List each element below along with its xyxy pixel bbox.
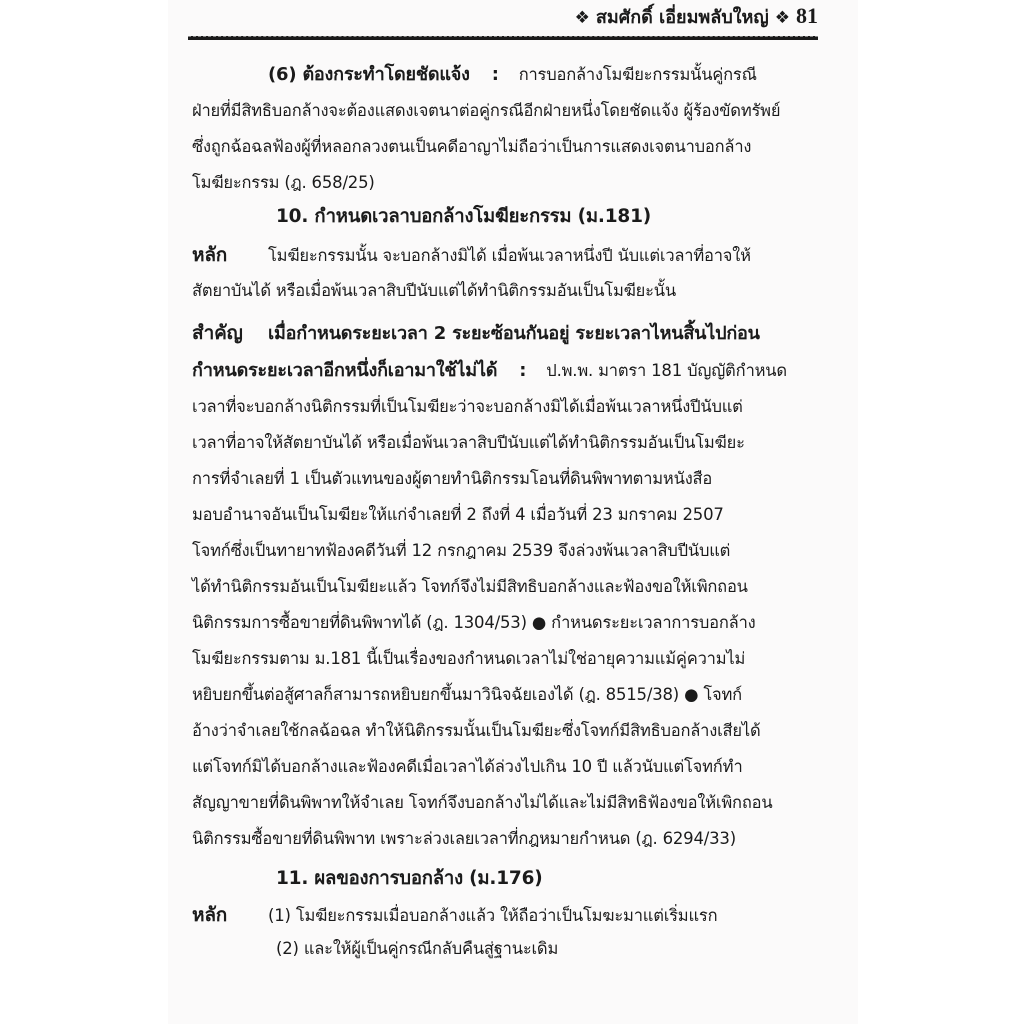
p6-line-2: ฝ่ายที่มีสิทธิบอกล้างจะต้องแสดงเจตนาต่อคู่กรณีอีกฝ่ายหนึ่งโดยชัดแจ้ง ผู้ร้องขัดทรัพย์ [192,101,781,120]
s10-body-line: นิติกรรมการซื้อขายที่ดินพิพาทได้ (ฎ. 1304/53) ● กำหนดระยะเวลาการบอกล้าง [192,613,756,632]
s10-body-line: การที่จำเลยที่ 1 เป็นตัวแทนของผู้ตายทำนิติกรรมโอนที่ดินพิพาทตามหนังสือ [192,469,713,488]
p6-text: การบอกล้างโมฆียะกรรมนั้นคู่กรณี [518,65,757,84]
diamond-ornament-icon: ❖ [574,8,590,28]
s10-body-line: ได้ทำนิติกรรมอันเป็นโมฆียะแล้ว โจทก์จึงไม่มีสิทธิบอกล้างและฟ้องขอให้เพิกถอน [192,577,748,596]
s10-important-line-1 [192,316,817,350]
section-11-title: 11. ผลของการบอกล้าง (ม.176) [276,868,543,889]
header-rule [188,36,818,40]
s10-body-line: โมฆียะกรรมตาม ม.181 นี้เป็นเรื่องของกำหนดเวลาไม่ใช่อายุความแม้คู่ความไม่ [192,649,746,668]
important-heading-cont: กำหนดระยะเวลาอีกหนึ่งก็เอามาใช้ไม่ได้ [192,360,498,381]
p6-line-4: โมฆียะกรรม (ฎ. 658/25) [192,173,375,192]
important-label: สำคัญ [192,322,243,344]
p6-heading: (6) ต้องกระทำโดยชัดแจ้ง [268,64,470,85]
page-number: 81 [796,3,818,28]
s10-body-line: เวลาที่อาจให้สัตยาบันได้ หรือเมื่อพ้นเวลาสิบปีนับแต่ได้ทำนิติกรรมอันเป็นโมฆียะ [192,433,745,452]
diamond-ornament-icon: ❖ [774,8,790,28]
running-header [186,2,818,36]
s10-principle-line-1 [192,238,817,272]
s10-body-line: แต่โจทก์มิได้บอกล้างและฟ้องคดีเมื่อเวลาได้ล่วงไปเกิน 10 ปี แล้วนับแต่โจทก์ทำ [192,757,743,776]
important-heading: เมื่อกำหนดระยะเวลา 2 ระยะซ้อนกันอยู่ ระยะเวลาไหนสิ้นไปก่อน [268,323,760,344]
section-10-title: 10. กำหนดเวลาบอกล้างโมฆียะกรรม (ม.181) [276,206,652,227]
s10-body-line: หยิบยกขึ้นต่อสู้ศาลก็สามารถหยิบยกขึ้นมาวินิจฉัยเองได้ (ฎ. 8515/38) ● โจทก์ [192,685,742,704]
s10-principle-line-2: สัตยาบันได้ หรือเมื่อพ้นเวลาสิบปีนับแต่ได้ทำนิติกรรมอันเป็นโมฆียะนั้น [192,281,676,300]
author-name: สมศักดิ์ เอี่ยมพลับใหญ่ [595,7,769,28]
s10-body-line: โจทก์ซึ่งเป็นทายาทฟ้องคดีวันที่ 12 กรกฎาคม 2539 จึงล่วงพ้นเวลาสิบปีนับแต่ [192,541,731,560]
s10-body-line: มอบอำนาจอันเป็นโมฆียะให้แก่จำเลยที่ 2 ถึงที่ 4 เมื่อวันที่ 23 มกราคม 2507 [192,505,724,524]
p6-line-1 [268,58,817,92]
principle-label: หลัก [192,244,228,266]
s11-item-2: (2) และให้ผู้เป็นคู่กรณีกลับคืนสู่ฐานะเดิม [276,939,559,958]
colon: : [519,360,527,381]
s10-body-line: นิติกรรมซื้อขายที่ดินพิพาท เพราะล่วงเลยเวลาที่กฎหมายกำหนด (ฎ. 6294/33) [192,829,736,848]
principle-label: หลัก [192,904,228,926]
important-text: ป.พ.พ. มาตรา 181 บัญญัติกำหนด [546,361,787,380]
principle-text: โมฆียะกรรมนั้น จะบอกล้างมิได้ เมื่อพ้นเวลาหนึ่งปี นับแต่เวลาที่อาจให้ [268,246,751,265]
s10-important-line-2 [192,354,817,388]
colon: : [491,64,499,85]
list-item: (1) โมฆียะกรรมเมื่อบอกล้างแล้ว ให้ถือว่าเป็นโมฆะมาแต่เริ่มแรก [268,906,718,925]
s10-body-line: เวลาที่จะบอกล้างนิติกรรมที่เป็นโมฆียะว่าจะบอกล้างมิได้เมื่อพ้นเวลาหนึ่งปีนับแต่ [192,397,743,416]
p6-line-3: ซึ่งถูกฉ้อฉลฟ้องผู้ที่หลอกลวงตนเป็นคดีอาญาไม่ถือว่าเป็นการแสดงเจตนาบอกล้าง [192,137,752,156]
s10-body-line: อ้างว่าจำเลยใช้กลฉ้อฉล ทำให้นิติกรรมนั้นเป็นโมฆียะซึ่งโจทก์มีสิทธิบอกล้างเสียได้ [192,721,761,740]
s11-item-1 [192,898,817,932]
s10-body-line: สัญญาขายที่ดินพิพาทให้จำเลย โจทก์จึงบอกล้างไม่ได้และไม่มีสิทธิฟ้องขอให้เพิกถอน [192,793,773,812]
